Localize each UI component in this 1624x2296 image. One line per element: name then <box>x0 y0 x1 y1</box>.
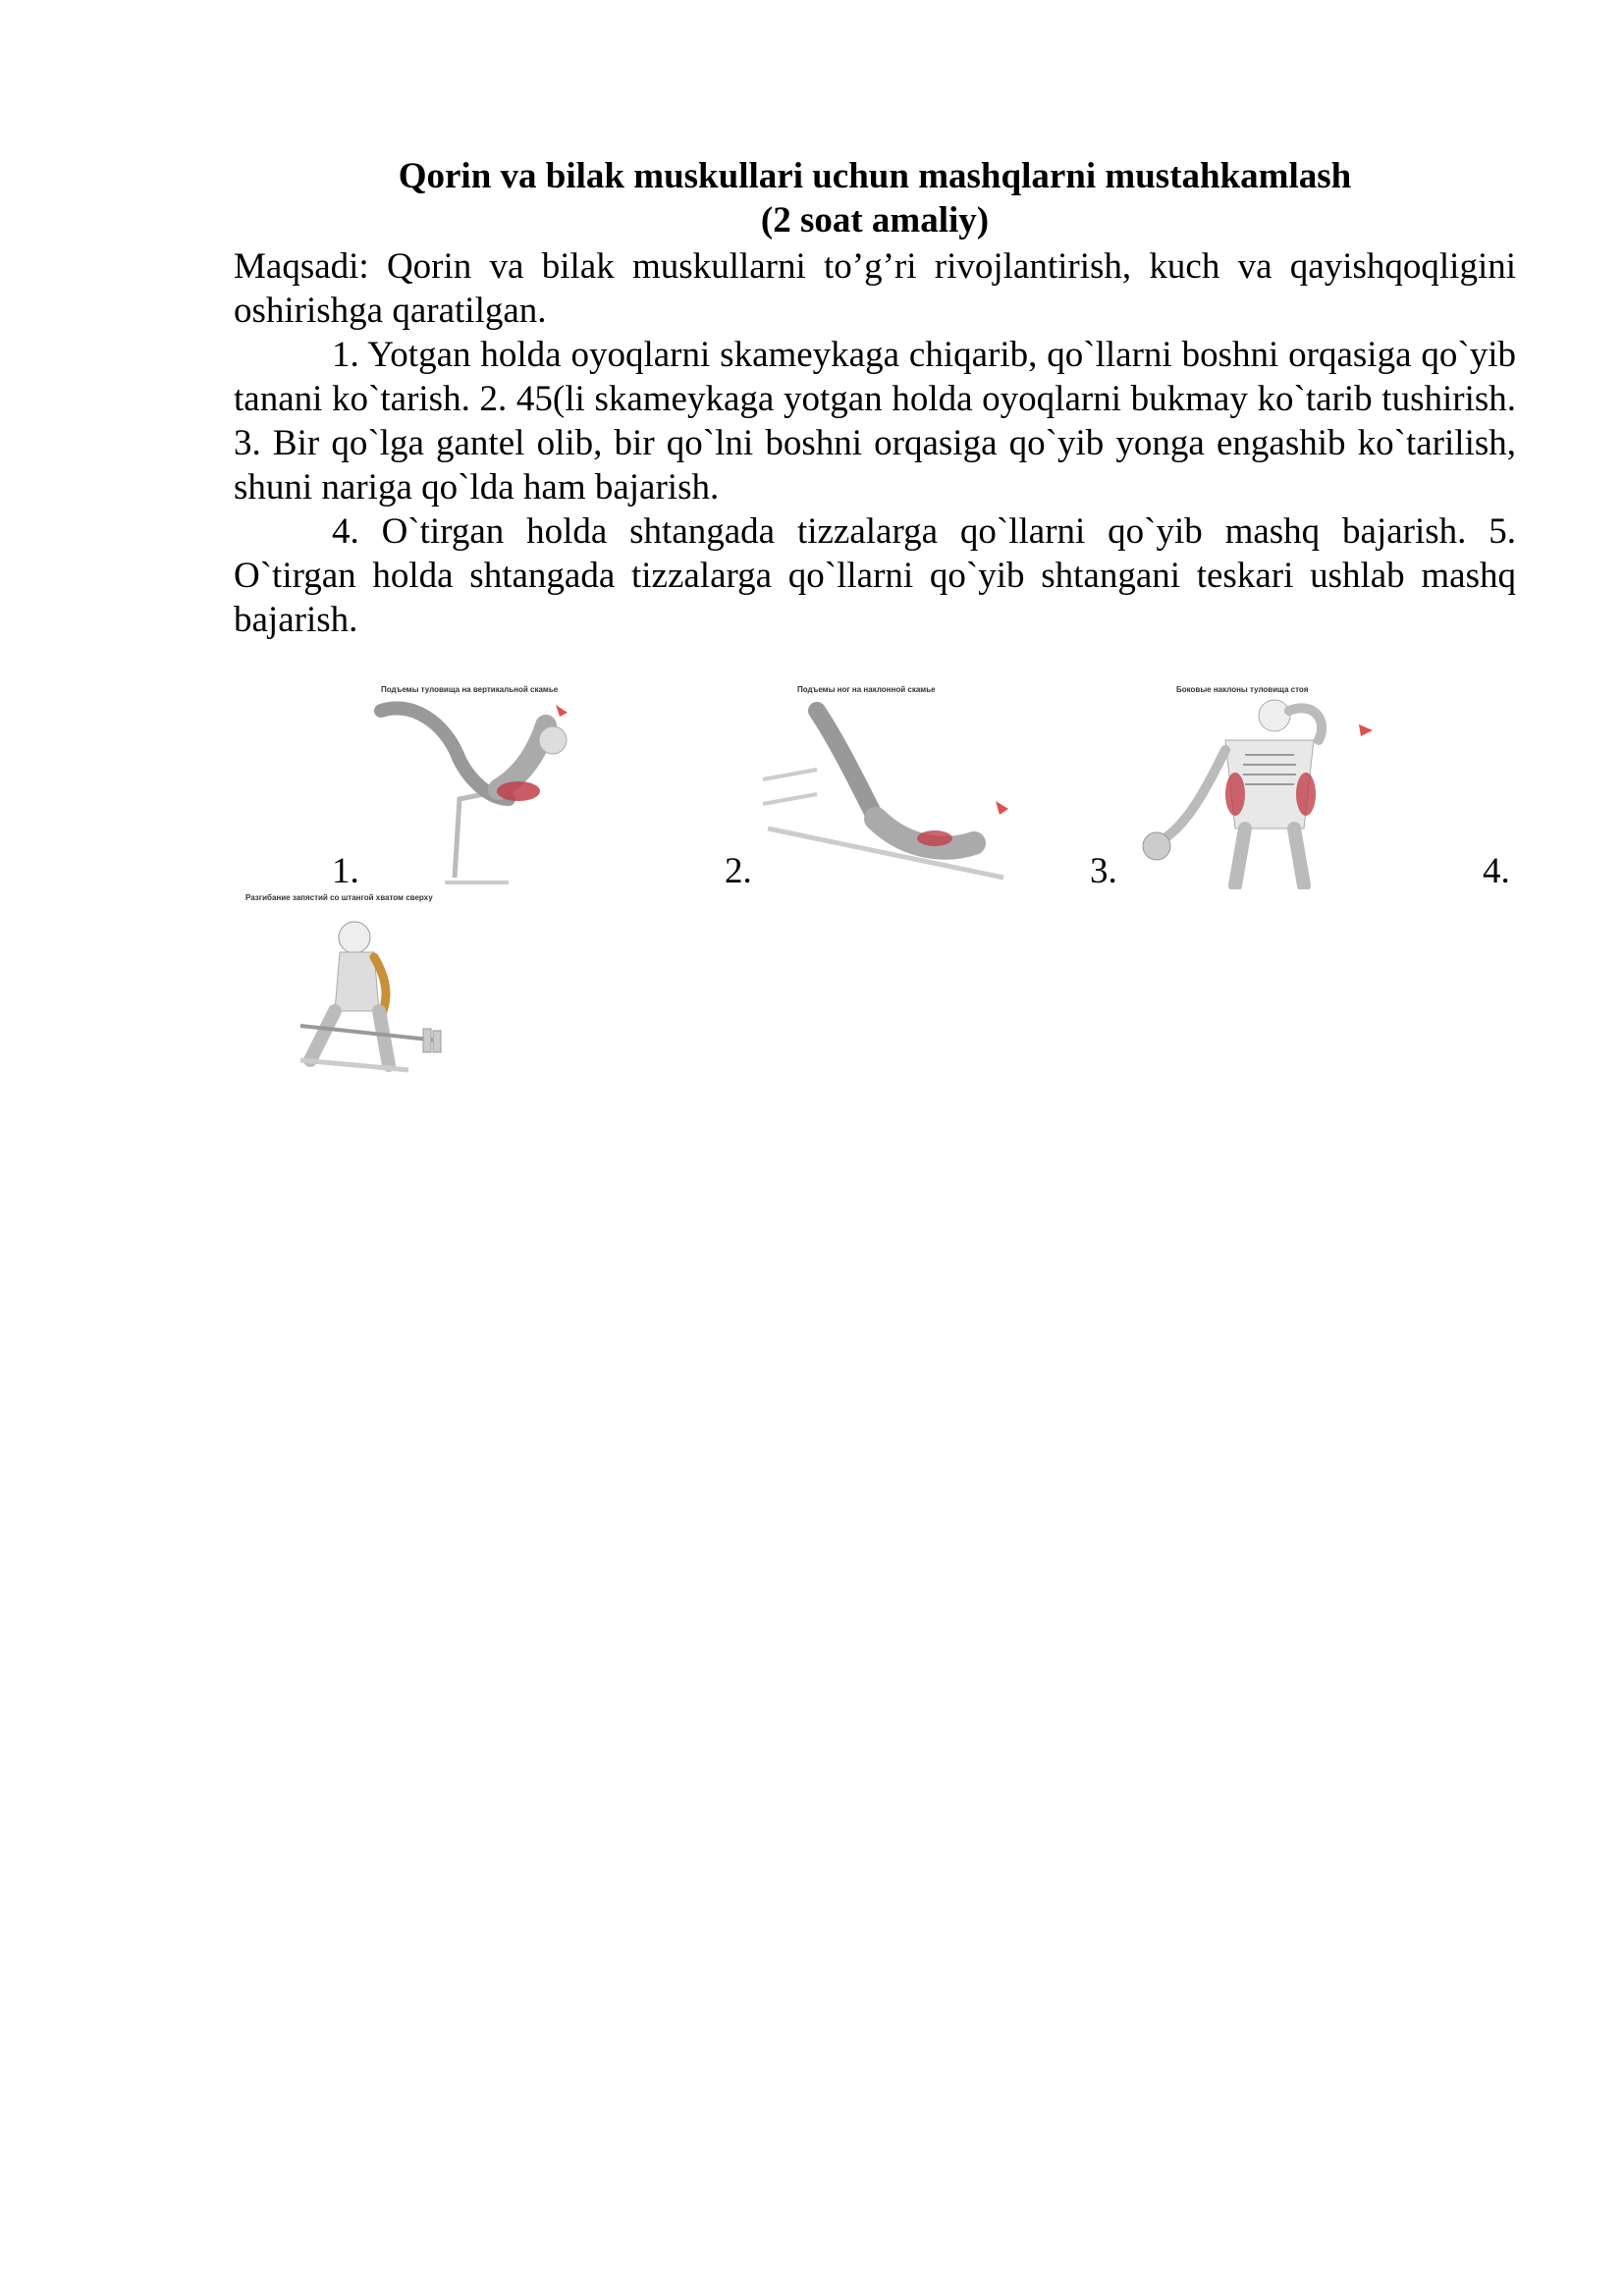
figure-5-caption: Разгибание запястий со штангой хватом сверху <box>245 893 433 902</box>
figure-1-illustration <box>352 681 579 885</box>
figure-4-number: 4. <box>1483 851 1510 891</box>
figure-3-number: 3. <box>1090 851 1117 891</box>
figure-1-caption: Подъемы туловища на вертикальной скамье <box>381 685 559 694</box>
figure-1 <box>352 681 579 885</box>
figure-5 <box>242 893 497 1090</box>
figure-1-number: 1. <box>332 851 359 891</box>
purpose-paragraph: Maqsadi: Qorin va bilak muskullarni to’g’ri rivojlantirish, kuch va qayishqoqligini oshirishga qaratilgan. <box>234 246 1516 331</box>
document-title: Qorin va bilak muskullari uchun mashqlarni mustahkamlash <box>398 156 1352 196</box>
figure-3 <box>1117 681 1416 889</box>
exercises-paragraph-1: 1. Yotgan holda oyoqlarni skameykaga chiqarib, qo`llarni boshni orqasiga qo`yib tanani ko`tarish. 2. 45(li skameykaga yotgan holda oyoqlarni bukmay ko`tarib tushirish. 3. Bir qo`lga gantel olib, bir qo`lni boshni orqasiga qo`yib yonga engashib ko`tarilish, shuni nariga qo`lda ham bajarish. <box>234 335 1516 507</box>
figure-2-number: 2. <box>725 851 752 891</box>
figure-2 <box>758 681 1015 885</box>
figure-2-illustration <box>758 681 1015 885</box>
document-subtitle: (2 soat amaliy) <box>760 200 990 240</box>
figure-5-illustration <box>242 893 497 1090</box>
figure-3-caption: Боковые наклоны туловища стоя <box>1176 685 1309 694</box>
exercises-paragraph-2: 4. O`tirgan holda shtangada tizzalarga qo`llarni qo`yib mashq bajarish. 5. O`tirgan holda shtangada tizzalarga qo`llarni qo`yib shtangani teskari ushlab mashq bajarish. <box>234 511 1516 640</box>
figure-2-caption: Подъемы ног на наклонной скамье <box>797 685 936 694</box>
figure-3-illustration <box>1117 681 1416 889</box>
